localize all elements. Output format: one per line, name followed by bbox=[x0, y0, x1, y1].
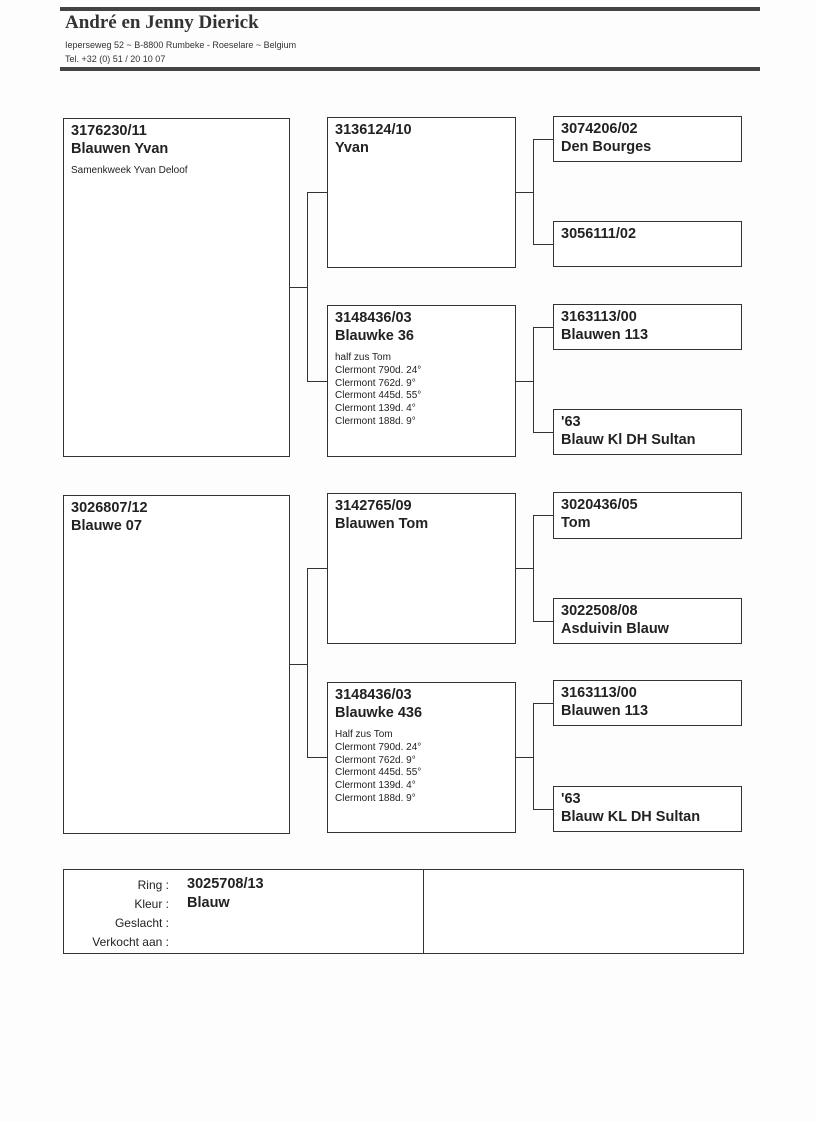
connector-line bbox=[290, 287, 307, 288]
sold-to-label: Verkocht aan : bbox=[92, 935, 169, 949]
connector-line bbox=[290, 664, 307, 665]
ring-number: 3074206/02 bbox=[561, 121, 638, 137]
ring-number: '63 bbox=[561, 414, 581, 430]
connector-line bbox=[533, 432, 553, 433]
connector-line bbox=[533, 621, 553, 622]
connector-line bbox=[533, 327, 553, 328]
connector-line bbox=[307, 568, 327, 569]
pigeon-box-ssd bbox=[553, 221, 742, 267]
connector-line bbox=[516, 381, 533, 382]
pigeon-box-dsd bbox=[553, 598, 742, 644]
note-line: Clermont 445d. 55° bbox=[335, 390, 422, 402]
note-line: half zus Tom bbox=[335, 352, 391, 363]
connector-line bbox=[533, 327, 534, 432]
ring-number: 3148436/03 bbox=[335, 310, 412, 326]
note-line: Clermont 188d. 9° bbox=[335, 415, 416, 427]
pigeon-notes bbox=[71, 165, 282, 178]
pigeon-name: Blauwe 07 bbox=[71, 518, 142, 534]
ring-number: 3136124/10 bbox=[335, 122, 412, 138]
pigeon-notes bbox=[335, 729, 508, 806]
pigeon-box-sdd bbox=[553, 409, 742, 455]
pigeon-box-dd bbox=[327, 682, 516, 833]
pigeon-box-dam bbox=[63, 495, 290, 834]
connector-line bbox=[516, 568, 533, 569]
connector-line bbox=[533, 515, 534, 621]
connector-line bbox=[533, 139, 534, 244]
pigeon-name: Asduivin Blauw bbox=[561, 621, 669, 637]
pigeon-box-dds bbox=[553, 680, 742, 726]
connector-line bbox=[307, 192, 308, 381]
pigeon-name: Blauwen Yvan bbox=[71, 141, 169, 157]
breeder-name: André en Jenny Dierick bbox=[65, 12, 259, 33]
pigeon-name: Den Bourges bbox=[561, 139, 652, 155]
ring-number: '63 bbox=[561, 791, 581, 807]
connector-line bbox=[533, 515, 553, 516]
ring-number: 3142765/09 bbox=[335, 498, 412, 514]
pigeon-name: Blauw Kl DH Sultan bbox=[561, 432, 696, 448]
connector-line bbox=[516, 192, 533, 193]
pigeon-box-ddd bbox=[553, 786, 742, 832]
pigeon-name: Blauw KL DH Sultan bbox=[561, 809, 701, 825]
ring-number: 3020436/05 bbox=[561, 497, 638, 513]
ring-label: Ring : bbox=[137, 878, 169, 892]
connector-line bbox=[533, 244, 553, 245]
note-line: Clermont 139d. 4° bbox=[335, 403, 416, 415]
ring-value: 3025708/13 bbox=[187, 876, 264, 892]
note-line: Clermont 790d. 24° bbox=[335, 741, 422, 753]
ring-number: 3056111/02 bbox=[561, 226, 637, 242]
pigeon-name: Blauwen 113 bbox=[561, 327, 649, 343]
note-line: Clermont 762d. 9° bbox=[335, 754, 416, 766]
ring-number: 3022508/08 bbox=[561, 603, 638, 619]
connector-line bbox=[307, 381, 327, 382]
connector-line bbox=[533, 703, 553, 704]
pigeon-box-ss bbox=[327, 117, 516, 268]
connector-line bbox=[307, 568, 308, 757]
connector-line bbox=[533, 809, 553, 810]
pigeon-name: Blauwen 113 bbox=[561, 703, 649, 719]
breeder-address: Ieperseweg 52 ~ B-8800 Rumbeke - Roeselare ~ Belgium bbox=[65, 40, 297, 50]
sex-label: Geslacht : bbox=[114, 916, 169, 930]
footer-info-box bbox=[63, 869, 744, 954]
connector-line bbox=[516, 757, 533, 758]
breeder-phone: Tel. +32 (0) 51 / 20 10 07 bbox=[65, 54, 166, 64]
note-line: Samenkweek Yvan Deloof bbox=[71, 165, 188, 176]
pigeon-box-ds bbox=[327, 493, 516, 644]
header-rule-bottom bbox=[60, 67, 760, 71]
connector-line bbox=[533, 703, 534, 809]
pigeon-box-sire bbox=[63, 118, 290, 457]
pigeon-box-dss bbox=[553, 492, 742, 539]
footer-divider bbox=[423, 870, 424, 953]
pigeon-name: Blauwke 36 bbox=[335, 328, 414, 344]
color-label: Kleur : bbox=[134, 897, 169, 911]
note-line: Clermont 790d. 24° bbox=[335, 364, 422, 376]
pigeon-name: Blauwen Tom bbox=[335, 516, 429, 532]
ring-number: 3026807/12 bbox=[71, 500, 148, 516]
note-line: Clermont 188d. 9° bbox=[335, 792, 416, 804]
color-value: Blauw bbox=[187, 895, 230, 911]
note-line: Clermont 445d. 55° bbox=[335, 767, 422, 779]
pigeon-name: Blauwke 436 bbox=[335, 705, 423, 721]
pigeon-name: Yvan bbox=[335, 140, 369, 156]
header-rule-top bbox=[60, 7, 760, 11]
pigeon-notes bbox=[335, 352, 508, 429]
pigeon-box-sd bbox=[327, 305, 516, 457]
pigeon-box-sss bbox=[553, 116, 742, 162]
connector-line bbox=[307, 192, 327, 193]
ring-number: 3176230/11 bbox=[71, 123, 147, 139]
ring-number: 3163113/00 bbox=[561, 685, 637, 701]
note-line: Clermont 762d. 9° bbox=[335, 377, 416, 389]
note-line: Half zus Tom bbox=[335, 729, 393, 740]
connector-line bbox=[533, 139, 553, 140]
ring-number: 3163113/00 bbox=[561, 309, 637, 325]
ring-number: 3148436/03 bbox=[335, 687, 412, 703]
pigeon-name: Tom bbox=[561, 515, 591, 531]
note-line: Clermont 139d. 4° bbox=[335, 780, 416, 792]
pigeon-box-sds bbox=[553, 304, 742, 350]
connector-line bbox=[307, 757, 327, 758]
